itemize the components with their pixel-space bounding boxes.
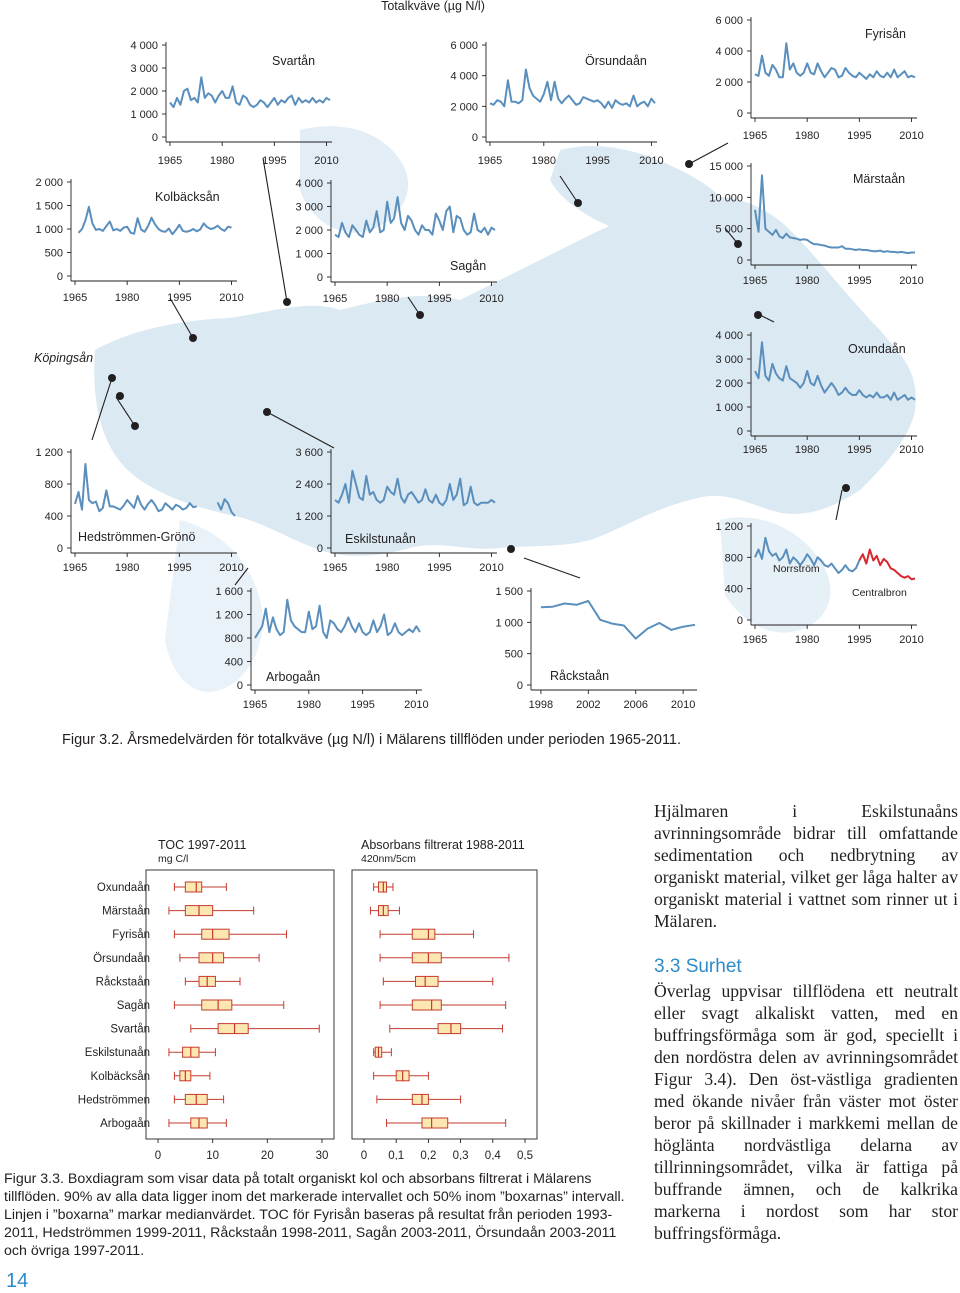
river-label: Märstaån [102, 905, 150, 918]
chart-title: Fyrisån [865, 27, 906, 41]
y-tick-label: 2 000 [715, 77, 743, 89]
river-label: Svartån [110, 1023, 150, 1036]
leader-line [263, 158, 287, 302]
y-tick-label: 10 000 [709, 192, 743, 205]
y-tick-label: 0 [736, 426, 743, 438]
series-line [490, 70, 655, 108]
x-tick-label: 1980 [374, 562, 400, 574]
abs-x-tick-label: 0,2 [420, 1150, 437, 1160]
series-line [170, 77, 330, 107]
y-tick-label: 3 000 [295, 201, 323, 214]
abs-x-tick-label: 0,3 [452, 1150, 469, 1160]
river-label: Oxundaån [96, 882, 150, 894]
box-content [78, 870, 537, 1160]
y-tick-label: 2 000 [295, 225, 323, 237]
chart-title: Eskilstunaån [345, 532, 416, 546]
x-tick-label: 1965 [742, 444, 768, 456]
abs-x-tick-label: 0,4 [484, 1150, 501, 1160]
x-tick-label: 1980 [209, 155, 235, 167]
x-tick-label: 1965 [322, 293, 348, 305]
y-tick-label: 400 [724, 583, 743, 596]
x-tick-label: 1995 [350, 699, 375, 711]
x-tick-label: 1980 [794, 634, 820, 646]
x-tick-label: 1980 [296, 699, 322, 711]
y-tick-label: 1 500 [495, 586, 523, 598]
x-tick-label: 2006 [623, 699, 648, 711]
site-marker-dot [189, 334, 197, 342]
abs-unit: 420nm/5cm [361, 853, 416, 865]
x-tick-label: 1965 [742, 634, 768, 646]
y-tick-label: 2 000 [35, 177, 63, 189]
y-tick-label: 1 200 [35, 447, 63, 459]
y-tick-label: 4 000 [715, 330, 743, 342]
abs-x-tick-label: 0 [360, 1150, 368, 1160]
x-tick-label: 1965 [477, 155, 503, 167]
x-tick-label: 1965 [742, 130, 768, 142]
y-tick-label: 0 [471, 132, 478, 144]
x-tick-label: 2010 [219, 562, 244, 574]
toc-box [202, 1000, 232, 1010]
site-marker-dot [283, 298, 291, 306]
y-tick-label: 800 [224, 633, 243, 645]
y-tick-label: 4 000 [450, 70, 478, 83]
site-marker-dot [131, 422, 139, 430]
x-tick-label: 1980 [114, 562, 140, 574]
x-tick-label: 2010 [639, 155, 664, 167]
series-line [255, 600, 420, 638]
body-text-column [654, 800, 958, 1244]
y-tick-label: 0 [736, 255, 743, 267]
lake-malaren-map [94, 126, 916, 692]
y-tick-label: 1 200 [295, 511, 323, 523]
page-number: 14 [6, 1270, 29, 1292]
y-tick-label: 2 400 [295, 479, 323, 491]
toc-x-tick-label: 0 [154, 1150, 162, 1160]
figure-main-title: Totalkväve (µg N/l) [381, 0, 485, 13]
y-tick-label: 1 200 [715, 521, 743, 533]
toc-x-tick-label: 10 [206, 1150, 220, 1160]
abs-x-tick-label: 0,5 [517, 1150, 533, 1160]
site-marker-dot [263, 408, 271, 416]
toc-box [218, 1024, 248, 1034]
chart-title: Örsundaån [585, 54, 647, 68]
site-marker-dot [574, 199, 582, 207]
y-tick-label: 2 000 [715, 378, 743, 390]
x-tick-label: 2010 [899, 275, 924, 287]
y-tick-label: 0 [516, 680, 523, 692]
y-tick-label: 1 000 [295, 248, 323, 261]
toc-title: TOC 1997-2011 [158, 838, 247, 852]
y-tick-label: 800 [724, 552, 743, 565]
y-tick-label: 4 000 [130, 40, 158, 52]
x-tick-label: 1965 [62, 292, 88, 304]
abs-x-tick-label: 0,1 [388, 1150, 405, 1160]
x-tick-label: 1965 [322, 562, 348, 574]
y-tick-label: 400 [224, 656, 243, 669]
figure-3-3-caption: Figur 3.3. Boxdiagram som visar data på totalt organiskt kol och absorbans filtrerat i Mälarens tillflöden. 90% av alla data ligger inom det markerade intervallet och 50% inom ”boxarnas” intervall. Linjen i ”boxarna” markar medianvärdet. TOC för Fyrisån baseras på resultat från perioden 1993-2011, Hedströmmen 1999-2011, Råckstaån 1998-2011, Sagån 2003-2011, Örsundaån 2003-2011 och övriga 1997-2011. [4, 1171, 625, 1259]
site-marker-dot [116, 392, 124, 400]
paragraph-surhet: Överlag uppvisar tillflödena ett neutralt eller svagt alkaliskt vatten, med en buffringsförmåga som är god, speciellt i den nordöstra delen av avrinningsområdet Figur 3.4). Den öst-västliga gradienten med ökande nivåer från väster mot öster beror på skillnader i markkemi mellan de höglänta nordvästliga delarna av tillrinningsområdet, vilka är fattiga på buffrande ämnen, och de kalkrika markerna i nordost som har stor buffringsförmåga. [654, 981, 958, 1243]
chart-title: Råckstaån [550, 669, 610, 683]
series-line [755, 43, 915, 79]
site-marker-dot [416, 311, 424, 319]
x-tick-label: 1980 [374, 293, 400, 305]
chart-title: Märstaån [853, 172, 906, 186]
x-tick-label: 1995 [262, 155, 287, 167]
toc-x-tick-label: 30 [315, 1150, 329, 1160]
y-tick-label: 3 600 [295, 447, 323, 459]
site-marker-dot [754, 311, 762, 319]
x-tick-label: 1995 [427, 562, 452, 574]
x-tick-label: 1980 [794, 275, 820, 287]
x-tick-label: 1995 [167, 562, 192, 574]
toc-box [199, 953, 224, 963]
y-tick-label: 0 [56, 271, 63, 283]
site-marker-dot [842, 484, 850, 492]
site-marker-dot [685, 160, 693, 168]
site-marker-dot [734, 240, 742, 248]
x-tick-label: 1995 [167, 292, 192, 304]
x-tick-label: 1965 [157, 155, 183, 167]
y-tick-label: 1 000 [495, 617, 523, 630]
y-tick-label: 500 [44, 247, 63, 260]
abs-box [412, 929, 435, 939]
y-tick-label: 4 000 [715, 46, 743, 58]
x-tick-label: 2010 [899, 634, 924, 646]
x-tick-label: 2010 [314, 155, 339, 167]
x-tick-label: 2010 [899, 444, 924, 456]
abs-box [412, 1000, 441, 1010]
x-tick-label: 1980 [794, 130, 820, 142]
toc-unit: mg C/l [158, 853, 189, 865]
section-heading: 3.3 Surhet [654, 956, 742, 977]
y-tick-label: 2 000 [450, 101, 478, 114]
paragraph-hjalmaren: Hjälmaren i Eskilstunaåns avrinningsområde bidrar till omfattande sedimentation och nedbrytning av organiskt material, vilket ger låga halter av organiskt material i vattnet som rinner ut i Mälaren. [654, 801, 958, 931]
site-marker-dot [108, 374, 116, 382]
site-marker-dot [507, 545, 515, 553]
y-tick-label: 1 200 [215, 609, 243, 622]
y-tick-label: 5 000 [715, 223, 743, 236]
river-label: Fyrisån [112, 929, 150, 942]
abs-box [412, 953, 441, 963]
y-tick-label: 0 [56, 543, 63, 555]
x-tick-label: 2002 [576, 699, 601, 711]
abs-title: Absorbans filtrerat 1988-2011 [361, 838, 525, 852]
y-tick-label: 500 [504, 648, 523, 661]
y-tick-label: 1 000 [35, 224, 63, 236]
toc-x-tick-label: 20 [260, 1150, 274, 1160]
abs-box [438, 1024, 461, 1034]
abs-box [422, 1118, 448, 1128]
series-label-centralbron: Centralbron [852, 587, 907, 599]
abs-box [412, 1094, 428, 1104]
mini-chart-4 [35, 177, 243, 304]
y-tick-label: 0 [151, 132, 158, 144]
y-tick-label: 0 [736, 615, 743, 627]
figure-3-2-caption: Figur 3.2. Årsmedelvärden för totalkväve (µg N/l) i Mälarens tillflöden under perioden 1965-2011. [62, 732, 682, 748]
y-tick-label: 0 [236, 680, 243, 692]
mini-chart-3 [715, 15, 923, 142]
x-tick-label: 2010 [899, 130, 924, 142]
y-tick-label: 0 [316, 272, 323, 284]
toc-box [185, 882, 201, 892]
y-tick-label: 4 000 [295, 178, 323, 190]
y-tick-label: 3 000 [130, 63, 158, 75]
y-tick-label: 1 000 [130, 109, 158, 121]
x-tick-label: 2010 [670, 699, 696, 711]
map-label-kopingsan: Köpingsån [34, 351, 94, 365]
x-tick-label: 1995 [847, 275, 872, 287]
series-line [541, 601, 695, 639]
x-tick-label: 1965 [242, 699, 268, 711]
y-tick-label: 2 000 [130, 86, 158, 98]
x-tick-label: 1965 [62, 562, 88, 574]
y-tick-label: 15 000 [709, 161, 743, 173]
leader-line [524, 558, 580, 578]
chart-title: Oxundaån [848, 342, 906, 356]
chart-title: Svartån [272, 54, 316, 68]
y-tick-label: 0 [736, 108, 743, 120]
x-tick-label: 1995 [847, 444, 872, 456]
series-line-centralbron [859, 550, 915, 580]
x-tick-label: 1980 [794, 444, 820, 456]
x-tick-label: 1980 [114, 292, 140, 304]
x-tick-label: 1995 [847, 634, 872, 646]
chart-title: Norrström [773, 563, 820, 575]
y-tick-label: 400 [44, 511, 63, 523]
series-line [79, 207, 232, 234]
y-tick-label: 800 [44, 479, 63, 491]
abs-box [416, 976, 439, 986]
x-tick-label: 2010 [479, 293, 504, 305]
chart-title: Kolbäcksån [155, 190, 220, 204]
mini-chart-11 [495, 586, 697, 711]
river-label: Hedströmmen [77, 1094, 150, 1107]
river-label: Sagån [116, 1000, 150, 1012]
y-tick-label: 0 [316, 543, 323, 555]
y-tick-label: 6 000 [715, 15, 743, 27]
x-tick-label: 1998 [528, 699, 554, 711]
x-tick-label: 1980 [531, 155, 557, 167]
y-tick-label: 1 500 [35, 200, 63, 213]
river-label: Arbogaån [100, 1118, 150, 1130]
chart-title: Arbogaån [266, 670, 321, 684]
x-tick-label: 1965 [742, 275, 768, 287]
chart-title: Sagån [450, 259, 487, 273]
mini-chart-2 [450, 40, 663, 167]
river-label: Eskilstunaån [84, 1047, 150, 1060]
x-tick-label: 1995 [427, 293, 452, 305]
x-tick-label: 2010 [219, 292, 244, 304]
figure-3-3-boxplot [0, 820, 640, 1160]
x-tick-label: 1995 [585, 155, 610, 167]
river-label: Kolbäcksån [90, 1070, 150, 1083]
chart-title: Hedströmmen-Grönö [78, 530, 196, 544]
toc-box [202, 929, 229, 939]
x-tick-label: 2010 [479, 562, 504, 574]
y-tick-label: 6 000 [450, 40, 478, 52]
abs-box [378, 882, 386, 892]
y-tick-label: 3 000 [715, 354, 743, 366]
y-tick-label: 1 600 [215, 586, 243, 598]
river-label: Örsundaån [93, 952, 150, 965]
river-label: Råckstaån [95, 976, 150, 989]
y-tick-label: 1 000 [715, 402, 743, 414]
x-tick-label: 2010 [404, 699, 429, 711]
x-tick-label: 1995 [847, 130, 872, 142]
